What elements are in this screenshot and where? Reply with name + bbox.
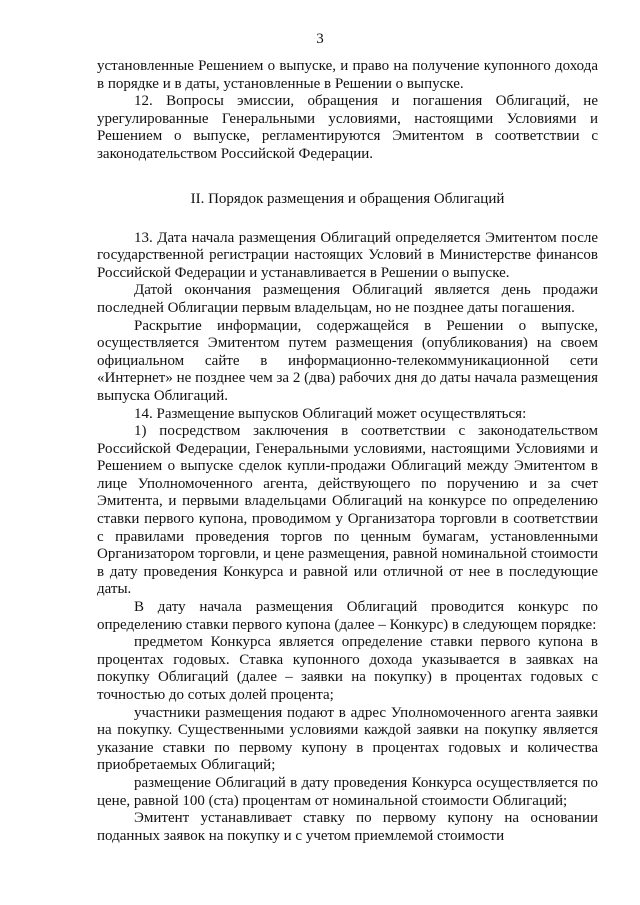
document-body: [97, 58, 598, 845]
paragraph-placement-price: размещение Облигаций в дату проведения Конкурса осуществляется по цене, равной 100 (ста) процентам от номинальной стоимости Облигаций;: [97, 774, 598, 809]
paragraph-disclosure: Раскрытие информации, содержащейся в Решении о выпуске, осуществляется Эмитентом путем размещения (опубликования) на своем официальном сайте в информационно-телекоммуникационной сети «Интернет» не позднее чем за 2 (два) рабочих дня до даты начала размещения выпуска Облигаций.: [97, 317, 598, 404]
paragraph-12: 12. Вопросы эмиссии, обращения и погашения Облигаций, не урегулированные Генеральными условиями, настоящими Условиями и Решением о выпуске, регламентируются Эмитентом в соответствии с законодательством Российской Федерации.: [97, 93, 598, 162]
page-number: 3: [316, 31, 324, 47]
paragraph-item-1: 1) посредством заключения в соответствии с законодательством Российской Федерации, Генеральными условиями, настоящими Условиями и Решением о выпуске сделок купли-продажи Облигаций между Эмитентом в лице Уполномоченного агента, действующего по поручению и за счет Эмитента, и первыми владельцами Облигаций на конкурсе по определению ставки первого купона, проводимом у Организатора торговли в соответствии с правилами проведения торгов по ценным бумагам, установленными Организатором торговли, и цене размещения, равной номинальной стоимости в дату проведения Конкурса и равной или отличной от нее в последующие даты.: [97, 423, 598, 598]
section-heading: II. Порядок размещения и обращения Облигаций: [190, 190, 505, 207]
paragraph-contest: В дату начала размещения Облигаций проводится конкурс по определению ставки первого купона (далее – Конкурс) в следующем порядке:: [97, 599, 598, 633]
paragraph-end-date: Датой окончания размещения Облигаций является день продажи последней Облигации первым владельцам, но не позднее даты погашения.: [97, 282, 598, 316]
paragraph-issuer-rate: Эмитент устанавливает ставку по первому купону на основании поданных заявок на покупку и с учетом приемлемой стоимости: [97, 810, 598, 844]
paragraph-contest-subject: предметом Конкурса является определение ставки первого купона в процентах годовых. Ставка купонного дохода указывается в заявках на покупку Облигаций (далее – заявки на покупку) в процентах годовых с точностью до сотых долей процента;: [97, 634, 598, 703]
paragraph-14: 14. Размещение выпусков Облигаций может осуществляться:: [134, 405, 527, 422]
paragraph-continuation: установленные Решением о выпуске, и право на получение купонного дохода в порядке и в даты, установленные в Решении о выпуске.: [97, 58, 598, 92]
paragraph-13: 13. Дата начала размещения Облигаций определяется Эмитентом после государственной регистрации настоящих Условий в Министерстве финансов Российской Федерации и устанавливается в Решении о выпуске.: [97, 229, 598, 281]
paragraph-participants: участники размещения подают в адрес Уполномоченного агента заявки на покупку. Существенными условиями каждой заявки на покупку является указание ставки по первому купону в процентах годовых и количества приобретаемых Облигаций;: [97, 704, 598, 774]
